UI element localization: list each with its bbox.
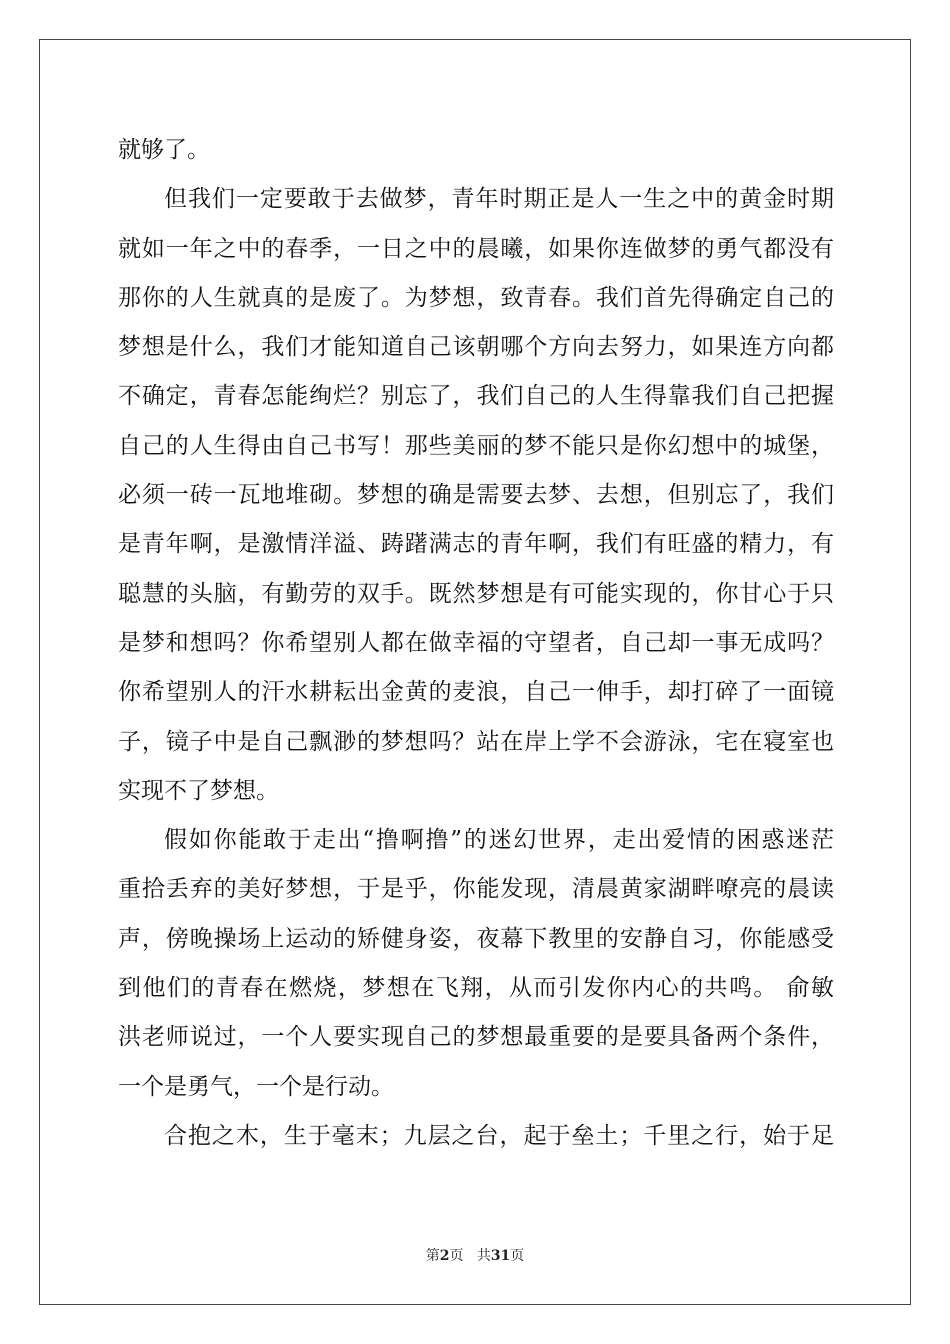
- text-line: 你希望别人的汗水耕耘出金黄的麦浪，自己一伸手，却打碎了一面镜: [118, 679, 834, 706]
- text-line: 就如一年之中的春季，一日之中的晨曦，如果你连做梦的勇气都没有: [118, 235, 834, 262]
- text-line: 假如你能敢于走出“撸啊撸”的迷幻世界，走出爱情的困惑迷茫: [164, 827, 834, 854]
- text-line: 声，傍晚操场上运动的矫健身姿，夜幕下教里的安静自习，你能感受: [118, 925, 834, 952]
- text-line: 梦想是什么，我们才能知道自己该朝哪个方向去努力，如果连方向都: [118, 334, 834, 361]
- text-line: 自己的人生得由自己书写！那些美丽的梦不能只是你幻想中的城堡，: [118, 432, 834, 459]
- text-line: 聪慧的头脑，有勤劳的双手。既然梦想是有可能实现的，你甘心于只: [118, 580, 834, 607]
- total-pages-number: 31: [490, 1248, 511, 1264]
- text-line: 那你的人生就真的是废了。为梦想，致青春。我们首先得确定自己的: [118, 284, 834, 311]
- text-line: 重拾丢弃的美好梦想，于是乎，你能发现，清晨黄家湖畔嘹亮的晨读: [118, 876, 834, 903]
- text-line: 实现不了梦想。: [118, 777, 279, 804]
- footer-total-suffix: 页: [510, 1248, 525, 1264]
- text-line: 不确定，青春怎能绚烂？别忘了，我们自己的人生得靠我们自己把握: [118, 383, 834, 410]
- page-footer: [0, 1245, 950, 1265]
- footer-prefix: 第: [425, 1248, 440, 1264]
- text-line: 一个是勇气，一个是行动。: [118, 1073, 394, 1100]
- text-line: 但我们一定要敢于去做梦，青年时期正是人一生之中的黄金时期: [164, 186, 834, 213]
- text-line: 合抱之木，生于毫末；九层之台，起于垒土；千里之行，始于足: [164, 1122, 834, 1149]
- document-body: [118, 126, 834, 1161]
- text-line: 就够了。: [118, 137, 210, 163]
- text-line: 是梦和想吗？你希望别人都在做幸福的守望者，自己却一事无成吗？: [118, 629, 834, 656]
- text-line: 是青年啊，是激情洋溢、踌躇满志的青年啊，我们有旺盛的精力，有: [118, 531, 834, 558]
- text-line: 必须一砖一瓦地堆砌。梦想的确是需要去梦、去想，但别忘了，我们: [118, 482, 834, 509]
- footer-page-word: 页: [449, 1248, 464, 1264]
- text-line: 洪老师说过，一个人要实现自己的梦想最重要的是要具备两个条件，: [118, 1024, 834, 1051]
- current-page-number: 2: [439, 1248, 450, 1264]
- text-line: 子，镜子中是自己飘渺的梦想吗？站在岸上学不会游泳，宅在寝室也: [118, 728, 834, 755]
- text-line: 到他们的青春在燃烧，梦想在飞翔，从而引发你内心的共鸣。 俞敏: [118, 975, 834, 1002]
- footer-total-prefix: 共: [476, 1248, 491, 1264]
